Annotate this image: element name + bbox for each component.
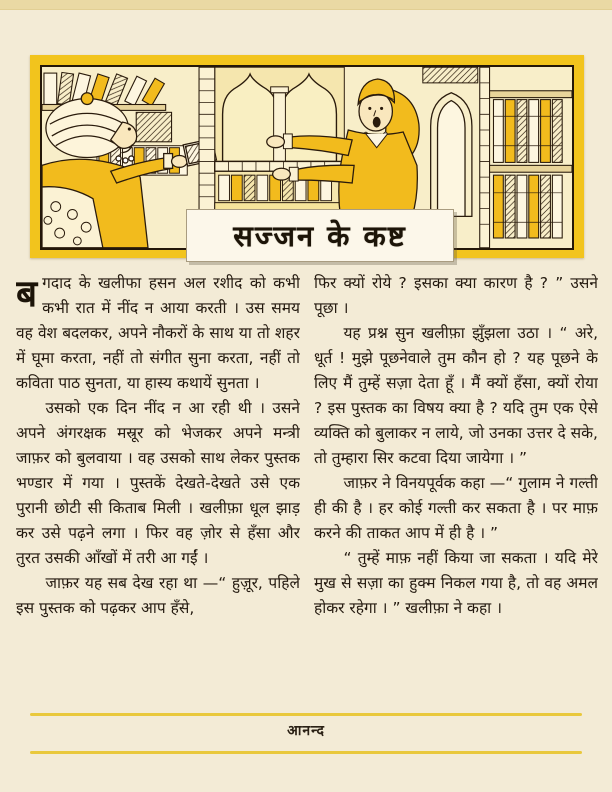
paragraph: जाफ़र ने विनयपूर्वक कहा —“ गुलाम ने गल्ती ही की है । हर कोई गल्ती कर सकता है । पर माफ़ करने की ताकत आप में ही है । ” — [314, 474, 598, 542]
bookshelf-right — [480, 67, 572, 248]
magazine-name: आनन्द — [287, 723, 325, 739]
caliph-turban — [46, 99, 128, 158]
arched-window — [215, 74, 345, 171]
bookseller-hand-upper — [267, 136, 285, 148]
story-title-plate — [186, 209, 454, 262]
paragraph: बगदाद के खलीफा हसन अल रशीद को कभी कभी रात में नींद न आया करती । उस समय वह वेश बदलकर, अपने नौकरों के साथ या तो शहर में घूमा करता, नहीं तो संगीत सुना करता, नहीं तो कविता पाठ सुनता, या हास्य कथायें सुनता । — [16, 272, 300, 392]
bookseller-hand-lower — [273, 168, 291, 180]
pillar — [199, 67, 215, 214]
paragraph: उसको एक दिन नींद न आ रही थी । उसने अपने अंगरक्षक मस्रूर को भेजकर अपने मन्त्री जाफ़र को बुलवाया । वह उसको साथ लेकर पुस्तक भण्डार में गया । पुस्तकें देखते-देखते उसे एक पुरानी छोटी सी किताब मिली । खलीफ़ा धूल झाड़ कर उसे पढ़ने लगा । फिर वह ज़ोर से हँसा और तुरत उसकी आँखों में तरी आ गईं । — [16, 399, 300, 567]
footer-rule-bottom — [30, 751, 582, 754]
caliph-hand — [172, 156, 188, 168]
story-title: सज्जन के कष्ट — [233, 219, 407, 253]
top-edge-strip — [0, 0, 612, 10]
bookseller-lower-arm — [297, 165, 354, 183]
paragraph: फिर क्यों रोये ? इसका क्या कारण है ? ” उसने पूछा । — [314, 274, 598, 317]
left-column — [16, 271, 300, 711]
footer-rule-top — [30, 713, 582, 716]
right-column — [314, 271, 598, 711]
drop-cap: ब — [16, 272, 38, 315]
paragraph: यह प्रश्न सुन खलीफ़ा झुँझला उठा । “ अरे, धूर्त ! मुझे पूछनेवाले तुम कौन हो ? यह पूछने के लिए मैं तुम्हें सज़ा देता हूँ । मैं क्यों हँसा, क्यों रोया ? इस पुस्तक का विषय क्या है ? यदि तुम एक ऐसे व्यक्ति को बुलाकर न लाये, जो उनका उत्तर दे सके, तो तुम्हारा सिर कटवा दिया जायेगा । ” — [314, 324, 598, 467]
paragraph: जाफ़र यह सब देख रहा था —“ हुज़ूर, पहिले इस पुस्तक को पढ़कर आप हँसे, — [16, 574, 300, 617]
open-mouth — [373, 117, 381, 128]
paragraph: “ तुम्हें माफ़ नहीं किया जा सकता । यदि मेरे मुख से सज़ा का हुक्म निकल गया है, तो वह अमल होकर रहेगा । ” खलीफ़ा ने कहा । — [314, 549, 598, 617]
story-body — [16, 271, 598, 711]
